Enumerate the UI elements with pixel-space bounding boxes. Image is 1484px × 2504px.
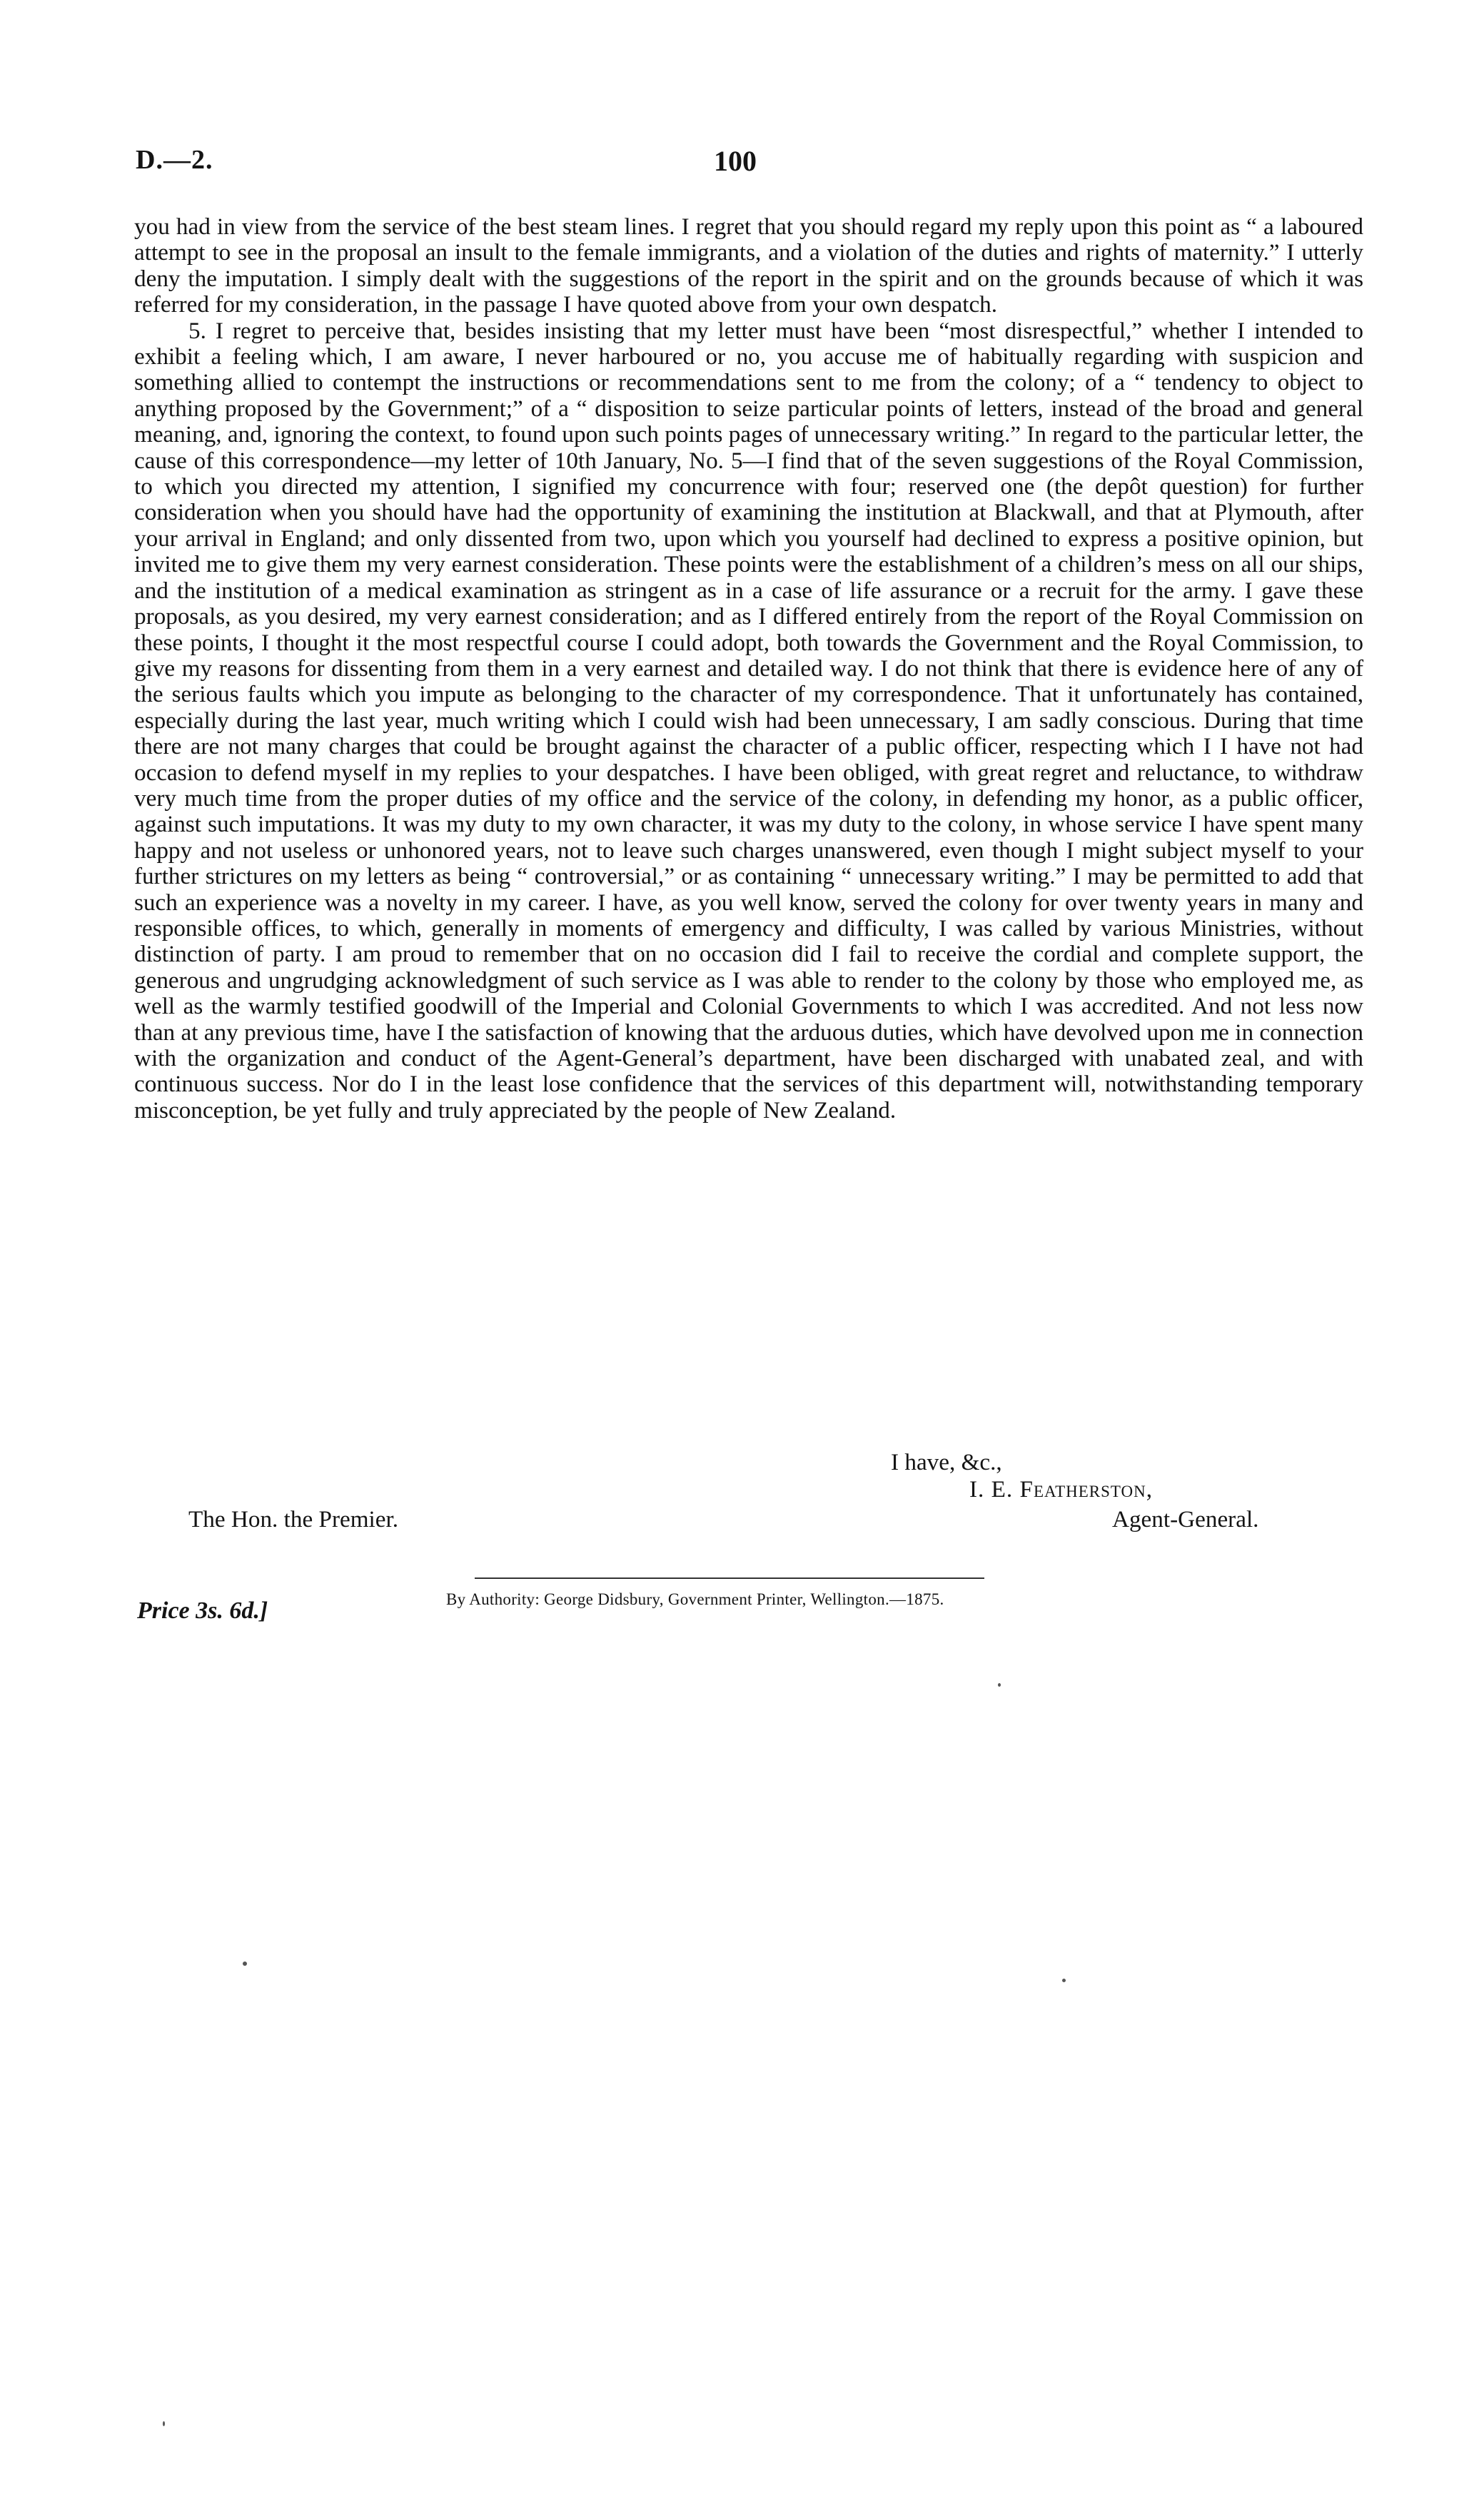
signer-title: Agent-General. [1112,1506,1259,1533]
footer-rule [475,1577,984,1579]
scan-speck [998,1683,1001,1687]
document-reference: D.—2. [136,145,213,175]
paragraph-continuation: you had in view from the service of the best steam lines. I regret that you should regard my reply upon this point as “ a laboured attempt to see in the proposal an insult to the female immigrants, and a violation of the duties and rights of maternity.” I utterly deny the imputation. I simply dealt with the suggestions of the report in the spirit and on the grounds because of which it was referred for my consideration, in the passage I have quoted above from your own despatch. [134,213,1363,318]
letter-signoff [134,1449,1363,1549]
scan-speck [1062,1979,1066,1982]
addressee: The Hon. the Premier. [188,1506,399,1533]
paragraph-5: 5. I regret to perceive that, besides insisting that my letter must have been “most disrespectful,” whether I intended to exhibit a feeling which, I am aware, I never harboured or no, you accuse me of habitually regarding with suspicion and something allied to contempt the instructions or recommendations sent to me from the colony; of a “ tendency to object to anything proposed by the Government;” of a “ disposition to seize particular points of letters, instead of the broad and general meaning, and, ignoring the context, to found upon such points pages of unnecessary writing.” In regard to the particular letter, the cause of this correspondence—my letter of 10th January, No. 5—I find that of the seven suggestions of the Royal Commission, to which you directed my attention, I signified my concurrence with four; reserved one (the depôt question) for further consideration when you should have had the opportunity of examining the institution at Blackwall, and that at Plymouth, after your arrival in England; and only dissented from two, upon which you yourself had declined to express a positive opinion, but invited me to give them my very earnest consideration. These points were the establishment of a children’s mess on all our ships, and the institution of a medical examination as stringent as in a case of life assurance or a recruit for the army. I gave these proposals, as you desired, my very earnest consideration; and as I differed entirely from the report of the Royal Commission on these points, I thought it the most respectful course I could adopt, both towards the Government and the Royal Commission, to give my reasons for dissenting from them in a very earnest and detailed way. I do not think that there is evidence here of any of the serious faults which you impute as belonging to the character of my correspondence. That it unfortunately has contained, especially during the last year, much writing which I could wish had been unnecessary, I am sadly conscious. During that time there are not many charges that could be brought against the character of a public officer, respecting which I I have not had occasion to defend myself in my replies to your despatches. I have been obliged, with great regret and reluctance, to withdraw very much time from the proper duties of my office and the service of the colony, in defending my honor, as a public officer, against such imputations. It was my duty to my own character, it was my duty to the colony, in whose service I have spent many happy and not useless or unhonored years, not to leave such charges unanswered, even though I might subject myself to your further strictures on my letters as being “ controversial,” or as containing “ unnecessary writing.” I may be permitted to add that such an experience was a novelty in my career. I have, as you well know, served the colony for over twenty years in many and responsible offices, to which, generally in moments of emergency and difficulty, I was called by various Ministries, without distinction of party. I am proud to remember that on no occasion did I fail to receive the cordial and complete support, the generous and ungrudging acknowledgment of such service as I was able to render to the colony by those who employed me, as well as the warmly testified goodwill of the Imperial and Colonial Governments to which I was accredited. And not less now than at any previous time, have I the satisfaction of knowing that the arduous duties, which have devolved upon me in connection with the organization and conduct of the Agent-General’s department, have been discharged with unabated zeal, and with continuous success. Nor do I in the least lose confidence that the services of this department will, notwithstanding temporary misconception, be yet fully and truly appreciated by the people of New Zealand. [134,317,1363,1124]
price-note: Price 3s. 6d.] [137,1597,268,1624]
letter-body [134,214,1363,1124]
scan-speck [163,2421,165,2426]
page-header [136,144,1363,187]
printer-imprint: By Authority: George Didsbury, Government Printer, Wellington.—1875. [446,1590,944,1608]
page-number: 100 [714,145,757,177]
closing-salutation: I have, &c., [891,1449,1002,1475]
signer-name: I. E. Featherston, [969,1476,1154,1503]
scan-speck [243,1962,247,1966]
